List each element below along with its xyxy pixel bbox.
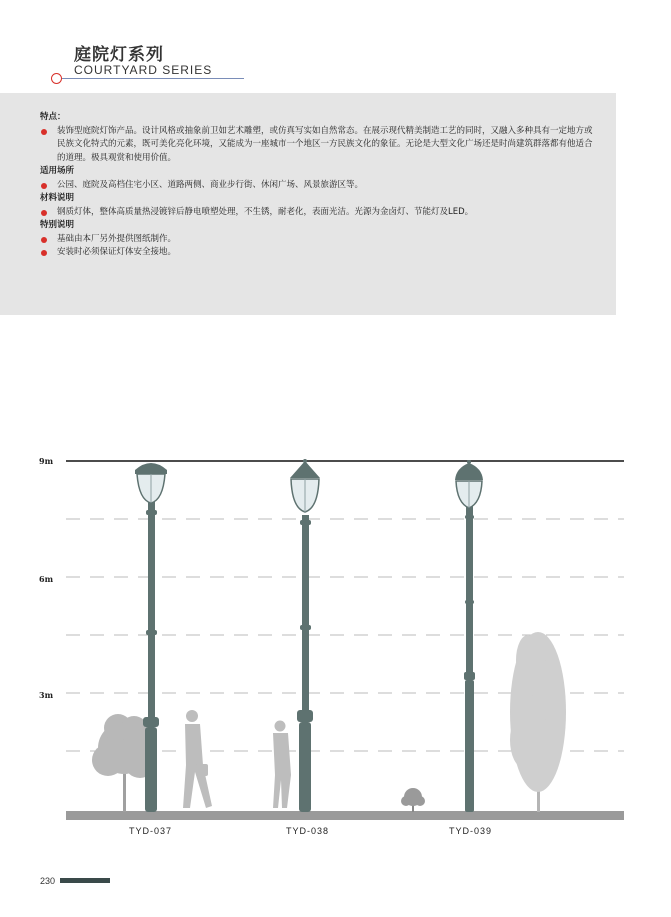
description-text [40, 111, 595, 260]
bullet-icon [41, 129, 47, 135]
material-text: 钢质灯体，整体高质量热浸镀锌后静电喷塑处理，不生锈，耐老化，表面光洁。光源为金卤灯、节能灯及LED。 [57, 206, 474, 217]
material-heading: 材料说明 [40, 193, 75, 203]
product-label: TYD-038 [286, 826, 330, 836]
material-item [40, 206, 595, 220]
page-number: 230 [40, 876, 56, 886]
usage-heading: 适用场所 [40, 166, 75, 176]
usage-text: 公园、庭院及高档住宅小区、道路两侧、商业步行街、休闲广场、风景旅游区等。 [57, 179, 364, 190]
features-item [40, 125, 595, 166]
header-underline [62, 78, 244, 79]
special-text-2: 安装时必须保证灯体安全接地。 [57, 247, 177, 257]
special-item [40, 233, 595, 247]
special-text-1: 基础由本厂另外提供图纸制作。 [57, 233, 177, 244]
height-label-6m: 6m [39, 574, 54, 584]
height-label-3m: 3m [39, 690, 54, 700]
height-label-9m: 9m [39, 456, 54, 466]
features-heading: 特点： [40, 112, 66, 122]
product-label: TYD-037 [129, 826, 173, 836]
features-text: 装饰型庭院灯饰产品。设计风格或抽象前卫如艺术雕塑，或仿真写实如自然常态。在展示现代精美制造工艺的同时，又融入多种具有一定地方或民族文化特式的元素，既可美化亮化环境，又能成为一座城市一个地区一方民族文化的象征。无论是大型文化广场还是时尚建筑群落都有他适合的道理。极具观赏和使用价值。 [57, 125, 593, 163]
tree-right [510, 632, 566, 812]
height-comparison-drawing [0, 440, 671, 850]
special-item [40, 246, 595, 260]
page-number-bar [60, 878, 110, 883]
section-subtitle: COURTYARD SERIES [74, 63, 213, 77]
bullet-icon [41, 237, 47, 243]
pedestrian-figure [273, 721, 291, 809]
header-circle-ornament [51, 73, 62, 84]
product-label: TYD-039 [449, 826, 493, 836]
section-title: 庭院灯系列 [74, 45, 164, 65]
special-heading: 特别说明 [40, 220, 75, 230]
bullet-icon [41, 250, 47, 256]
ground-strip [66, 811, 624, 820]
bullet-icon [41, 183, 47, 189]
bullet-icon [41, 210, 47, 216]
usage-item [40, 179, 595, 193]
pedestrian-figure [183, 710, 212, 808]
shrub [401, 788, 425, 812]
lamp-pole-tyd-039 [455, 460, 483, 812]
